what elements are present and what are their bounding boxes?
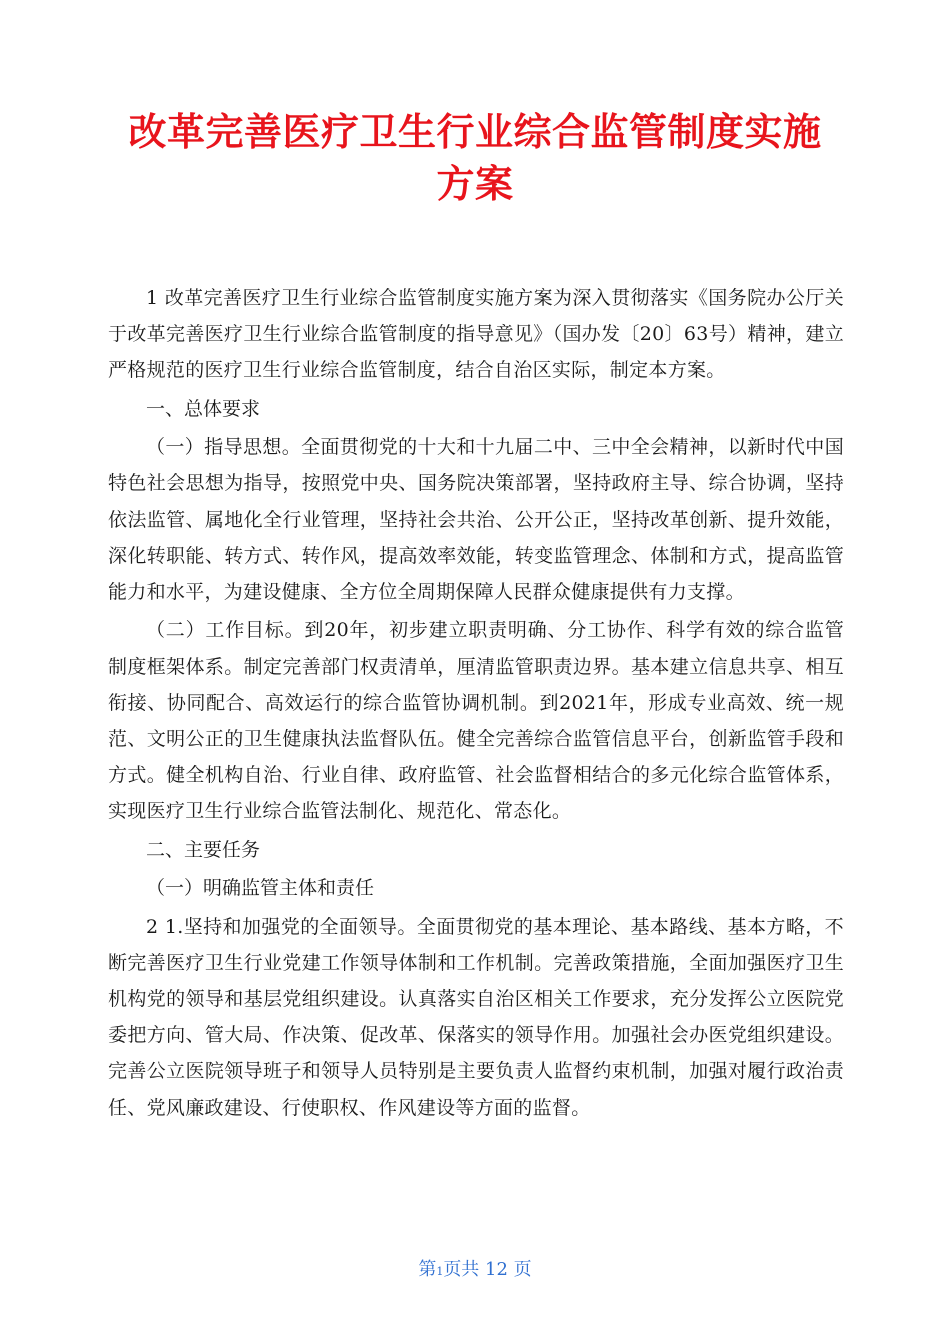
footer-page-number: 1 — [436, 1265, 444, 1278]
page-footer — [0, 1258, 950, 1284]
section-heading-general-requirements: 一、总体要求 — [146, 397, 261, 420]
footer-suffix: 页共 12 页 — [443, 1259, 532, 1280]
subsection-heading-supervision-subject: （一）明确监管主体和责任 — [146, 877, 375, 900]
document-title — [100, 106, 850, 210]
paragraph-work-goals: （二）工作目标。到20年，初步建立职责明确、分工协作、科学有效的综合监管制度框架体系。制定完善部门权责清单，厘清监管职责边界。基本建立信息共享、相互衔接、协同配合、高效运行的综合监管协调机制。到2021年，形成专业高效、统一规范、文明公正的卫生健康执法监督队伍。健全完善综合监管信息平台，创新监管手段和方式。健全机构自治、行业自律、政府监管、社会监督相结合的多元化综合监管体系，实现医疗卫生行业综合监管法制化、规范化、常态化。 — [108, 619, 844, 823]
title-line-2: 方案 — [436, 162, 514, 206]
paragraph-guiding-thought: （一）指导思想。全面贯彻党的十大和十九届二中、三中全会精神，以新时代中国特色社会思想为指导，按照党中央、国务院决策部署，坚持政府主导、综合协调，坚持依法监管、属地化全行业管理，坚持社会共治、公开公正，坚持改革创新、提升效能，深化转职能、转方式、转作风，提高效率效能，转变监管理念、体制和方式，提高监管能力和水平，为建设健康、全方位全周期保障人民群众健康提供有力支撑。 — [108, 436, 844, 603]
title-line-1: 改革完善医疗卫生行业综合监管制度实施 — [128, 110, 822, 154]
footer-prefix: 第 — [418, 1259, 437, 1280]
paragraph-intro: 1 改革完善医疗卫生行业综合监管制度实施方案为深入贯彻落实《国务院办公厅关于改革完善医疗卫生行业综合监管制度的指导意见》（国办发〔20〕63号）精神，建立严格规范的医疗卫生行业综合监管制度，结合自治区实际，制定本方案。 — [108, 287, 844, 382]
document-body — [108, 280, 844, 1126]
paragraph-party-leadership: 2 1.坚持和加强党的全面领导。全面贯彻党的基本理论、基本路线、基本方略，不断完善医疗卫生行业党建工作领导体制和工作机制。完善政策措施，全面加强医疗卫生机构党的领导和基层党组织建设。认真落实自治区相关工作要求，充分发挥公立医院党委把方向、管大局、作决策、促改革、保落实的领导作用。加强社会办医党组织建设。完善公立医院领导班子和领导人员特别是主要负责人监督约束机制，加强对履行政治责任、党风廉政建设、行使职权、作风建设等方面的监督。 — [108, 915, 844, 1119]
section-heading-main-tasks: 二、主要任务 — [146, 838, 261, 861]
